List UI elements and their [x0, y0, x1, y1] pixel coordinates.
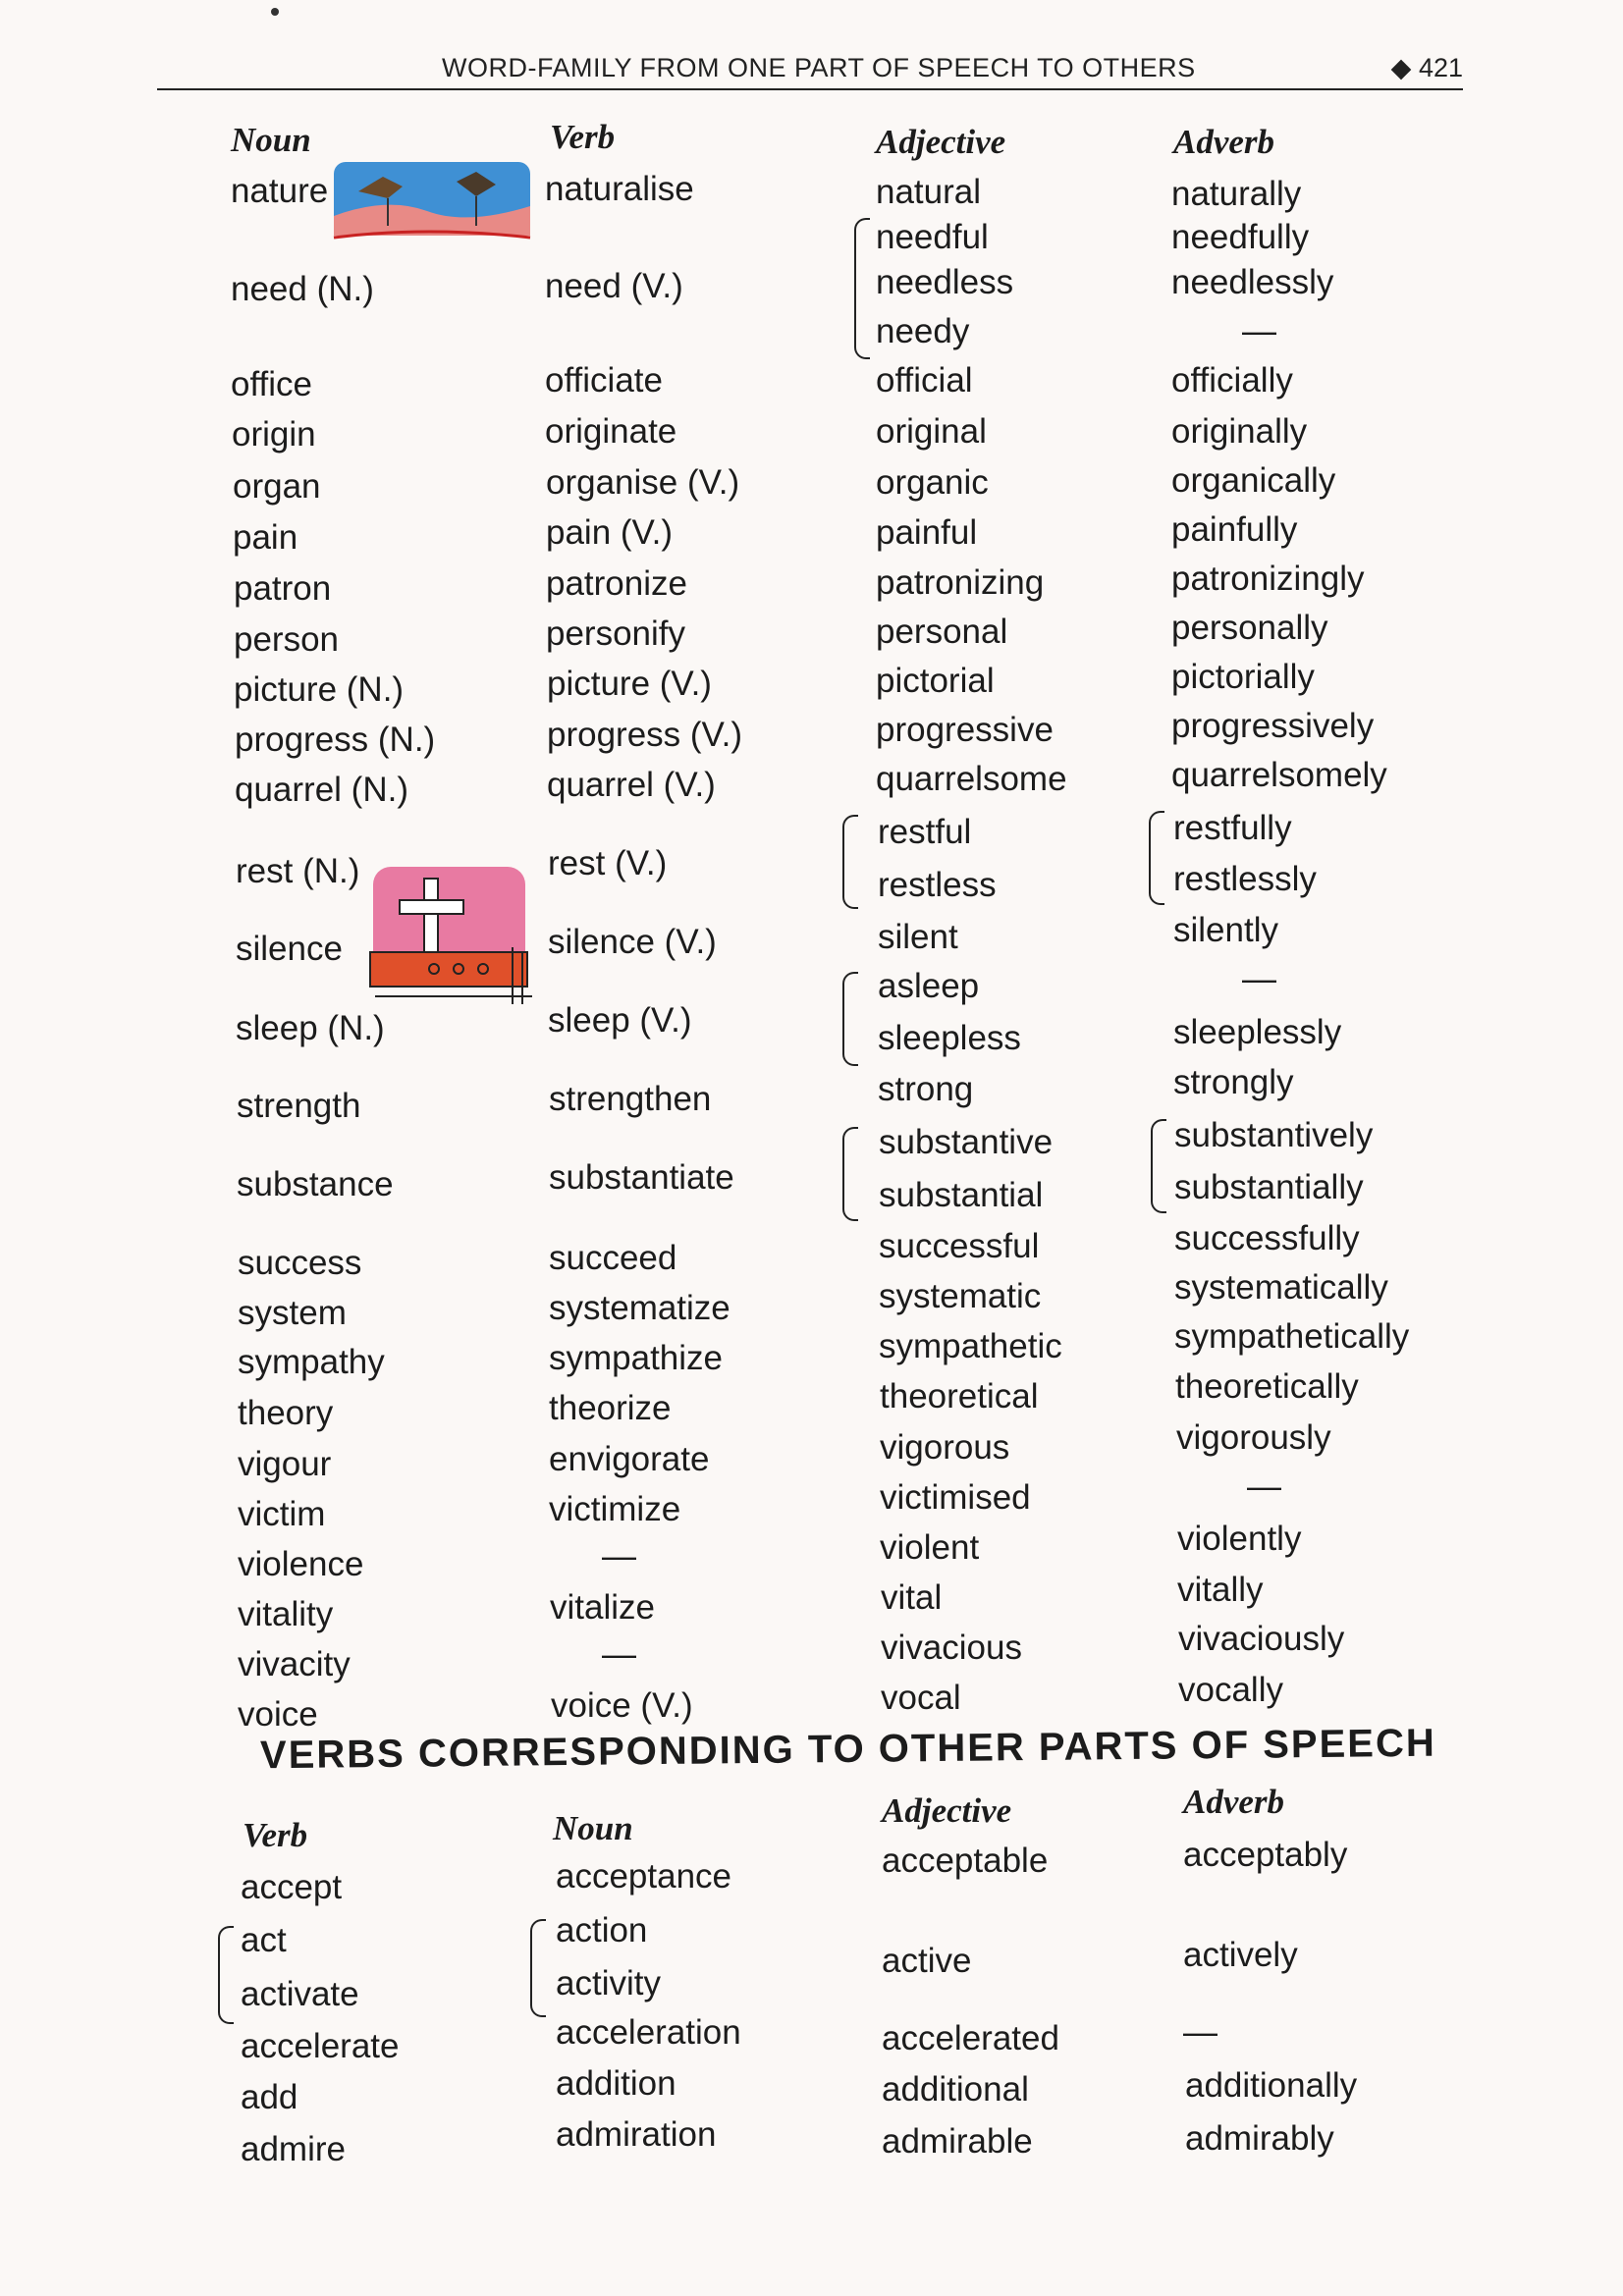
running-head — [157, 49, 1463, 90]
ink-dot — [271, 8, 279, 16]
noun-word-2: action — [556, 1911, 648, 1949]
adverb-word: substantially — [1174, 1168, 1364, 1206]
verb-word: — — [602, 1537, 636, 1575]
adjective-word: vigorous — [880, 1428, 1010, 1467]
adjective-word: needless — [876, 263, 1014, 301]
verb-word: pain (V.) — [546, 513, 674, 552]
noun-word: voice — [238, 1695, 318, 1734]
brace-adverb-rest — [1149, 811, 1164, 905]
adverb-word: strongly — [1173, 1063, 1294, 1101]
verb-word: envigorate — [549, 1440, 710, 1478]
adjective-word: painful — [876, 513, 978, 552]
adverb-word: vocally — [1178, 1671, 1283, 1709]
noun-word: nature — [231, 172, 329, 210]
adjective-word: official — [876, 361, 973, 400]
adverb-word: theoretically — [1175, 1367, 1359, 1406]
header-adjective-2: Adjective — [882, 1791, 1012, 1830]
adverb-word-2: actively — [1183, 1936, 1298, 1974]
adjective-word: patronizing — [876, 563, 1045, 602]
adverb-word-2: — — [1183, 2013, 1217, 2052]
noun-word: strength — [237, 1087, 361, 1125]
landscape-sketch-icon — [329, 157, 540, 250]
noun-word: pain — [233, 518, 298, 557]
adjective-word: silent — [878, 918, 958, 956]
header-adverb: Adverb — [1173, 123, 1275, 161]
noun-word: rest (N.) — [236, 852, 360, 890]
church-sketch-icon — [365, 859, 537, 1016]
header-noun-2: Noun — [553, 1809, 633, 1847]
running-title: WORD-FAMILY FROM ONE PART OF SPEECH TO OTHERS — [442, 53, 1196, 82]
header-adverb-2: Adverb — [1183, 1783, 1285, 1821]
noun-word: organ — [233, 467, 321, 506]
verb-word: victimize — [549, 1490, 681, 1528]
brace-adjective-substance — [842, 1127, 858, 1221]
adverb-word: — — [1242, 960, 1276, 998]
adverb-word: painfully — [1171, 510, 1298, 549]
verb-word: vitalize — [550, 1588, 655, 1627]
adjective-word: personal — [876, 613, 1008, 651]
noun-word-2: addition — [556, 2064, 676, 2103]
adjective-word: substantial — [879, 1176, 1044, 1214]
adjective-word: systematic — [879, 1277, 1042, 1315]
verb-word: picture (V.) — [547, 665, 712, 703]
noun-word-2: admiration — [556, 2115, 717, 2154]
adjective-word: successful — [879, 1227, 1040, 1265]
brace-adverb-substance — [1151, 1119, 1166, 1213]
adjective-word: vivacious — [881, 1629, 1022, 1667]
adverb-word: silently — [1173, 911, 1278, 949]
section-title: VERBS CORRESPONDING TO OTHER PARTS OF SPEECH — [259, 1721, 1436, 1778]
adverb-word: quarrelsomely — [1171, 756, 1387, 794]
verb-word-2: accept — [241, 1868, 343, 1906]
noun-word: picture (N.) — [234, 670, 405, 709]
adverb-word: vigorously — [1176, 1418, 1331, 1457]
adjective-word: violent — [880, 1528, 980, 1567]
verb-word-2: accelerate — [241, 2027, 400, 2065]
adjective-word-2: additional — [882, 2070, 1029, 2109]
noun-word: vigour — [238, 1445, 332, 1483]
adjective-word: asleep — [878, 967, 980, 1005]
noun-word: victim — [238, 1495, 326, 1533]
noun-word: need (N.) — [231, 270, 374, 308]
noun-word-2: acceleration — [556, 2013, 741, 2052]
adjective-word: needful — [876, 218, 989, 256]
brace-verb-act — [218, 1926, 234, 2024]
adverb-word: sympathetically — [1174, 1317, 1410, 1356]
verb-word: systematize — [549, 1289, 730, 1327]
adjective-word-2: admirable — [882, 2122, 1033, 2161]
adjective-word: theoretical — [880, 1377, 1039, 1415]
verb-word: patronize — [546, 564, 687, 603]
verb-word: sympathize — [549, 1339, 724, 1377]
adverb-word: systematically — [1174, 1268, 1388, 1307]
header-verb-2: Verb — [243, 1816, 308, 1854]
adverb-word: — — [1247, 1468, 1281, 1506]
verb-word: theorize — [549, 1389, 672, 1427]
noun-word: vivacity — [238, 1645, 351, 1683]
brace-adjective-sleep — [842, 972, 858, 1066]
verb-word: substantiate — [549, 1158, 734, 1197]
noun-word: theory — [238, 1394, 334, 1432]
adjective-word: restful — [878, 813, 972, 851]
adjective-word-2: accelerated — [882, 2019, 1059, 2057]
verb-word: organise (V.) — [546, 463, 740, 502]
adjective-word: vital — [881, 1578, 943, 1617]
verb-word-2: act — [241, 1921, 287, 1959]
adjective-word: strong — [878, 1070, 974, 1108]
header-verb: Verb — [550, 118, 616, 156]
adverb-word: vitally — [1177, 1571, 1264, 1609]
noun-word: silence — [236, 930, 343, 968]
noun-word-2: activity — [556, 1964, 661, 2002]
adjective-word: sleepless — [878, 1019, 1021, 1057]
verb-word: succeed — [549, 1239, 677, 1277]
noun-word: violence — [238, 1545, 364, 1583]
adverb-word: vivaciously — [1178, 1620, 1345, 1658]
verb-word-2: admire — [241, 2130, 346, 2168]
verb-word-2: add — [241, 2078, 298, 2116]
verb-word: personify — [546, 614, 686, 653]
verb-word: voice (V.) — [551, 1686, 693, 1725]
noun-word: progress (N.) — [235, 721, 436, 759]
adjective-word: victimised — [880, 1478, 1031, 1517]
adverb-word-2: additionally — [1185, 2066, 1358, 2105]
verb-word: quarrel (V.) — [547, 766, 716, 804]
adjective-word: natural — [876, 173, 982, 211]
adjective-word: vocal — [881, 1679, 961, 1717]
verb-word: progress (V.) — [547, 716, 743, 754]
header-adjective: Adjective — [876, 123, 1006, 161]
adverb-word-2: admirably — [1185, 2119, 1334, 2158]
noun-word: vitality — [238, 1595, 334, 1633]
noun-word-2: acceptance — [556, 1857, 732, 1896]
adjective-word: quarrelsome — [876, 760, 1067, 798]
adverb-word: naturally — [1171, 175, 1302, 213]
verb-word: naturalise — [545, 170, 694, 208]
verb-word: sleep (V.) — [548, 1001, 692, 1040]
adjective-word-2: acceptable — [882, 1842, 1049, 1880]
noun-word: person — [234, 620, 340, 659]
brace-adjective-rest — [842, 815, 858, 909]
header-noun: Noun — [231, 121, 311, 159]
adjective-word: original — [876, 412, 987, 451]
adverb-word: originally — [1171, 412, 1308, 451]
noun-word: system — [238, 1294, 347, 1332]
verb-word: officiate — [545, 361, 663, 400]
adjective-word: progressive — [876, 711, 1054, 749]
verb-word: need (V.) — [545, 267, 683, 305]
adverb-word: violently — [1177, 1520, 1302, 1558]
adverb-word: needlessly — [1171, 263, 1334, 301]
adverb-word: organically — [1171, 461, 1336, 500]
adjective-word-2: active — [882, 1942, 972, 1980]
adjective-word: organic — [876, 463, 989, 502]
adverb-word: progressively — [1171, 707, 1375, 745]
adverb-word: successfully — [1174, 1219, 1360, 1257]
adverb-word: needfully — [1171, 218, 1310, 256]
adverb-word: patronizingly — [1171, 560, 1365, 598]
verb-word: — — [602, 1635, 636, 1674]
adverb-word: restlessly — [1173, 860, 1317, 898]
noun-word: quarrel (N.) — [235, 771, 408, 809]
verb-word: silence (V.) — [548, 923, 717, 961]
adverb-word-2: acceptably — [1183, 1836, 1348, 1874]
adjective-word: sympathetic — [879, 1327, 1062, 1365]
verb-word: strengthen — [549, 1080, 712, 1118]
adverb-word: substantively — [1174, 1116, 1374, 1154]
noun-word: origin — [232, 415, 316, 454]
adjective-word: needy — [876, 312, 970, 350]
adverb-word: pictorially — [1171, 658, 1315, 696]
noun-word: office — [231, 365, 313, 403]
adverb-word: — — [1242, 312, 1276, 350]
adverb-word: personally — [1171, 609, 1328, 647]
adverb-word: sleeplessly — [1173, 1013, 1342, 1051]
adverb-word: restfully — [1173, 809, 1292, 847]
noun-word: sleep (N.) — [236, 1009, 385, 1047]
brace-noun-action — [530, 1919, 546, 2017]
adjective-word: pictorial — [876, 662, 995, 700]
brace-adjective-need — [854, 218, 870, 359]
verb-word: rest (V.) — [548, 844, 668, 882]
noun-word: sympathy — [238, 1343, 385, 1381]
verb-word-2: activate — [241, 1975, 359, 2013]
noun-word: success — [238, 1244, 362, 1282]
page-number: ◆ 421 — [1390, 53, 1463, 82]
noun-word: patron — [234, 569, 332, 608]
adjective-word: substantive — [879, 1123, 1054, 1161]
adverb-word: officially — [1171, 361, 1293, 400]
noun-word: substance — [237, 1165, 394, 1203]
verb-word: originate — [545, 412, 677, 451]
adjective-word: restless — [878, 866, 997, 904]
